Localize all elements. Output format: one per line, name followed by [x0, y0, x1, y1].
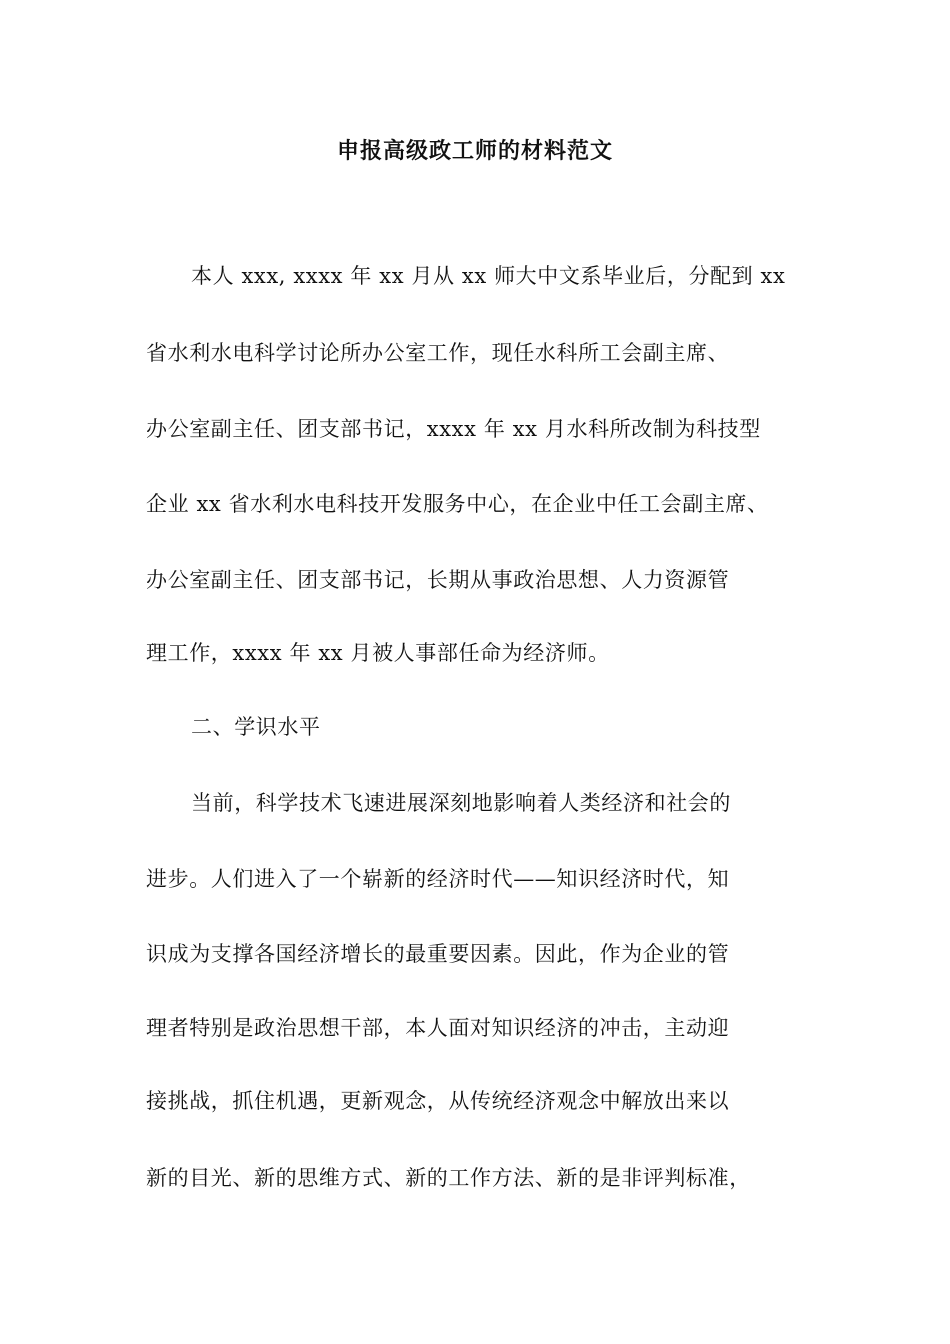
paragraph-1-line-2: 省水利水电科学讨论所办公室工作，现任水科所工会副主席、 [146, 341, 730, 365]
paragraph-2-line-4: 理者特别是政治思想干部，本人面对知识经济的冲击，主动迎 [146, 1016, 730, 1040]
paragraph-1-line-4: 企业 xx 省水利水电科技开发服务中心，在企业中任工会副主席、 [146, 492, 769, 516]
section-heading: 二、学识水平 [191, 715, 321, 739]
document-title: 申报高级政工师的材料范文 [336, 139, 613, 164]
paragraph-2-line-6: 新的目光、新的思维方式、新的工作方法、新的是非评判标准， [146, 1166, 751, 1190]
paragraph-2-line-2: 进步。人们进入了一个崭新的经济时代——知识经济时代，知 [146, 867, 730, 891]
paragraph-2-line-5: 接挑战，抓住机遇，更新观念，从传统经济观念中解放出来以 [146, 1089, 730, 1113]
paragraph-1-line-1: 本人 xxx, xxxx 年 xx 月从 xx 师大中文系毕业后，分配到 xx [191, 264, 786, 288]
paragraph-1-line-6: 理工作，xxxx 年 xx 月被人事部任命为经济师。 [146, 641, 610, 665]
paragraph-2-line-3: 识成为支撑各国经济增长的最重要因素。因此，作为企业的管 [146, 942, 730, 966]
paragraph-1-line-5: 办公室副主任、团支部书记，长期从事政治思想、人力资源管 [146, 568, 730, 592]
paragraph-1-line-3: 办公室副主任、团支部书记，xxxx 年 xx 月水科所改制为科技型 [146, 417, 761, 441]
paragraph-2-line-1: 当前，科学技术飞速进展深刻地影响着人类经济和社会的 [191, 791, 731, 815]
